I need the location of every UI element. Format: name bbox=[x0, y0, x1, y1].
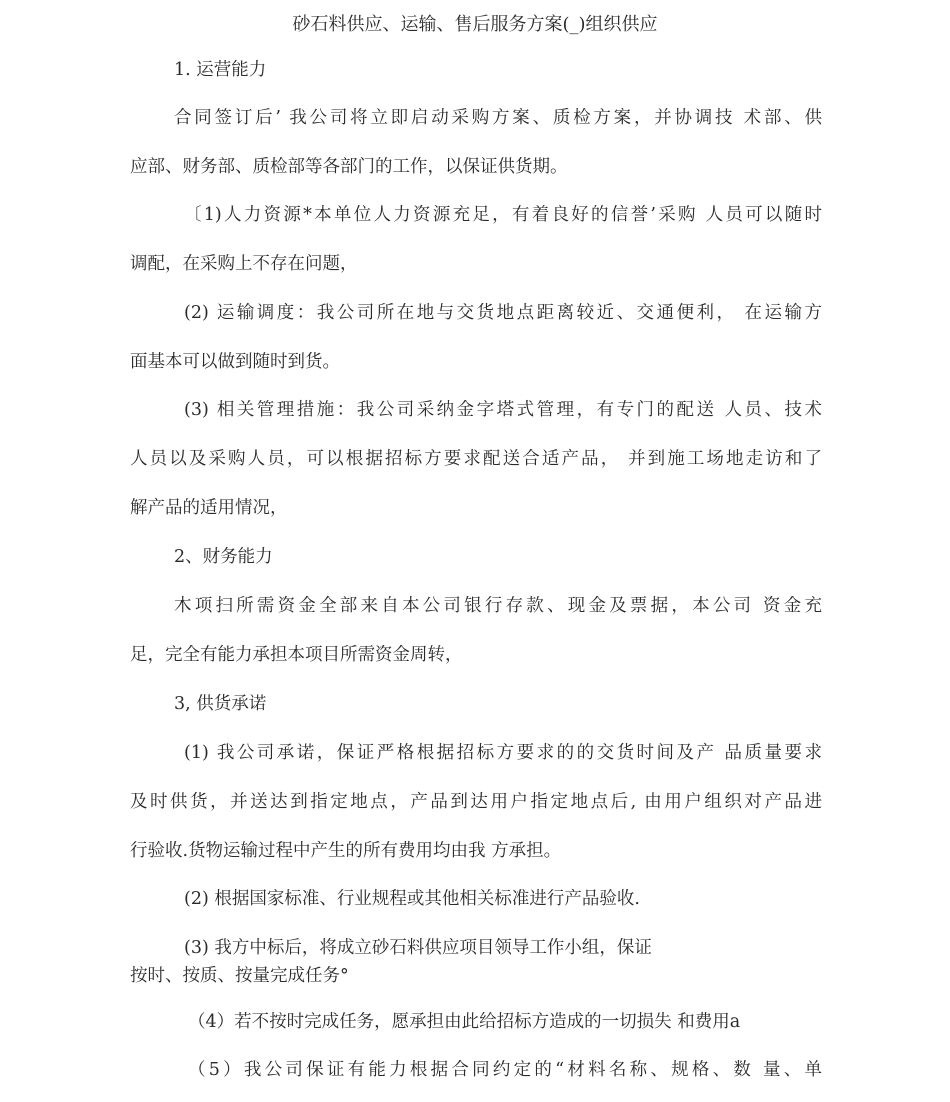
paragraph-line: 行验收.货物运输过程中产生的所有费用均由我 方承担。 bbox=[130, 841, 562, 861]
paragraph-line: 按时、按质、按量完成任务° bbox=[130, 966, 349, 986]
paragraph-line: （4）若不按时完成任务，愿承担由此给招标方造成的一切损失 和费用a bbox=[188, 1012, 741, 1032]
paragraph-line: 调配，在采购上不存在问题， bbox=[130, 254, 358, 274]
document-title: 砂石料供应、运输、售后服务方案(_)组织供应 bbox=[292, 14, 658, 35]
paragraph-line: 足，完全有能力承担本项目所需资金周转， bbox=[130, 645, 463, 665]
section-heading-operations: 1. 运营能力 bbox=[174, 60, 267, 80]
paragraph-line: (3) 相关管理措施：我公司采纳金字塔式管理，有专门的配送 人员、技术 bbox=[184, 400, 822, 420]
paragraph-line: （5）我公司保证有能力根据合同约定的“材料名称、规格、数 量、单 bbox=[188, 1060, 822, 1080]
paragraph-line: (2) 运输调度：我公司所在地与交货地点距离较近、交通便利， 在运输方 bbox=[184, 303, 822, 323]
paragraph-line: (1) 我公司承诺，保证严格根据招标方要求的的交货时间及产 品质量要求 bbox=[184, 743, 822, 763]
paragraph-line: 合同签订后’ 我公司将立即启动采购方案、质检方案，并协调技 术部、供 bbox=[174, 108, 822, 128]
paragraph-line: 木项扫所需资金全部来自本公司银行存款、现金及票据，本公司 资金充 bbox=[174, 596, 822, 616]
paragraph-line: 及时供货，并送达到指定地点，产品到达用户指定地点后, 由用户组织对产品进 bbox=[130, 792, 822, 812]
paragraph-line: 解产品的适用情况， bbox=[130, 498, 288, 518]
paragraph-line: (2) 根据国家标准、行业规程或其他相关标准进行产品验收. bbox=[184, 889, 640, 909]
paragraph-line: 面基本可以做到随时到货。 bbox=[130, 352, 340, 372]
paragraph-line: 人员以及采购人员，可以根据招标方要求配送合适产品， 并到施工场地走访和了 bbox=[130, 449, 822, 469]
paragraph-line: (3) 我方中标后，将成立砂石料供应项目领导工作小组，保证 bbox=[184, 938, 652, 958]
paragraph-line: 应部、财务部、质检部等各部门的工作，以保证供货期。 bbox=[130, 157, 568, 177]
section-heading-supply-commitment: 3, 供货承诺 bbox=[174, 694, 267, 714]
paragraph-line: 〔1)人力资源*本单位人力资源充足，有着良好的信誉’采购 人员可以随时 bbox=[184, 205, 822, 225]
section-heading-finance: 2、财务能力 bbox=[174, 547, 273, 567]
